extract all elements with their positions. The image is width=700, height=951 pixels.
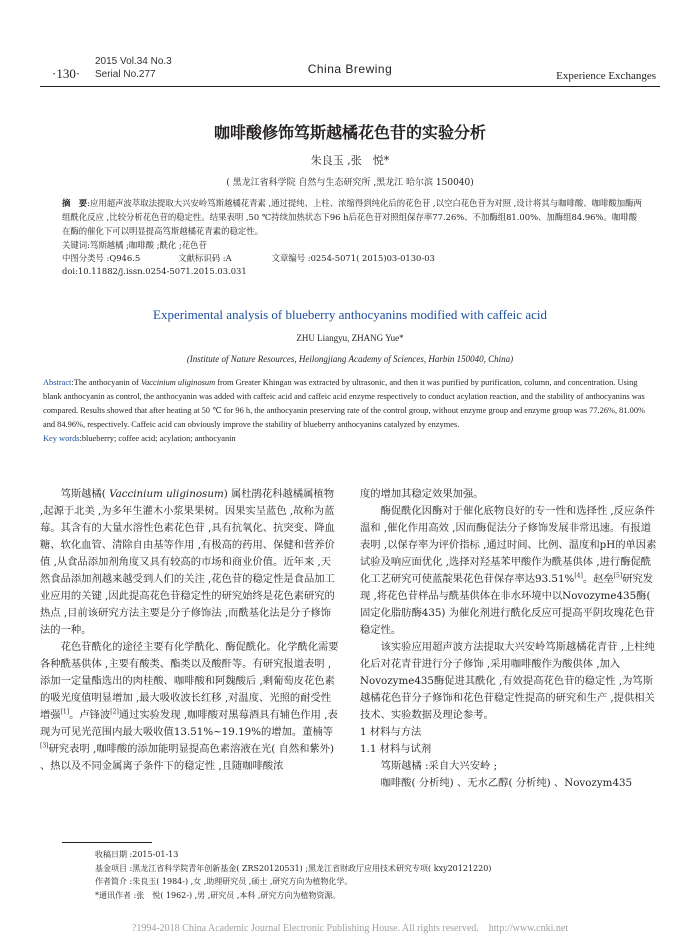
body-text: 花色苷酰化的途径主要有化学酰化、酶促酰化。化学酰化需要各种酰基供体 ,主要有酸类、酯类以及酸酐等。有研究报道表明 ,添加一定量酯选出的肉桂酸、咖啡酸和阿魏酸后 ,剩葡萄皮花色素的吸光度值明显增加 ,最大吸收波长红移 ,对温度、光照的耐受性增强 xyxy=(40,641,339,721)
doi: doi:10.11882/j.issn.0254-5071.2015.03.031 xyxy=(62,266,247,276)
abstract-en xyxy=(43,376,658,446)
body-text: 研究发现 ,将花色苷样品与酰基供体在非水环境中以Novozyme435酶( 固定化脂肪酶435) 为催化剂进行酰化反应可提高平阴玫瑰花色苷稳定性。 xyxy=(360,573,655,636)
paper-title-en: Experimental analysis of blueberry anthocyanins modified with caffeic acid xyxy=(153,307,547,322)
footnotes xyxy=(95,848,655,902)
body-paragraph xyxy=(40,639,340,775)
body-text: 研究表明 ,咖啡酸的添加能明显提高色素溶液在光( 自然和紫外) 、热以及不同金属离子条件下的稳定性 ,且随咖啡酸浓 xyxy=(40,743,335,772)
affiliation-cn: ( 黑龙江省科学院 自然与生态研究所 ,黑龙江 哈尔滨 150040) xyxy=(226,178,474,188)
keywords-cn-text: :笃斯越橘 ;咖啡酸 ;酰化 ;花色苷 xyxy=(87,240,207,250)
affiliation-en: (Institute of Nature Resources, Heilongjiang Academy of Sciences, Harbin 150040, China) xyxy=(186,354,514,364)
body-right-column xyxy=(360,486,660,792)
citation-ref: [1] xyxy=(60,708,70,716)
page-number: ·130· xyxy=(52,66,81,81)
keywords-en-text: :blueberry; coffee acid; acylation; anthocyanin xyxy=(79,434,236,443)
body-text: 酶促酰化因酶对于催化底物良好的专一性和选择性 ,反应条件温和 ,催化作用高效 ,因而酶促法分子修饰发展非常迅速。有报道表明 ,以保存率为评价指标 ,通过时间、比例、温度和pH的单因素试验及响应面优化 ,选择对羟基苯甲酸作为酰基供体 ,进行酶促酰化工艺研究可使蓝靛果花色苷保存率达93.51% xyxy=(360,505,657,585)
abstract-en-text-2: from Greater Khingan was extracted by ultrasonic, and then it was purified by purification, column, and concentration. Using blank anthocyanin as control, the anthocyanin was added with caffeic acid and caffeic acid enzyme respectively to conduct acylation reaction, and the stability of anthocyanins was compared. Results showed that after heating at 50 ℃ for 96 h, the anthocyanin preserving rate of the control group, without enzyme group and enzyme group was 77.26%, 81.00% and 84.96%, respectively. Caffeic acid can obviously improve the stability of blueberry anthocyanins catalyzed by enzymes. xyxy=(43,378,646,429)
abstract-en-species: Vaccinium uliginosum xyxy=(140,378,216,387)
section-heading: 1 材料与方法 xyxy=(360,726,422,738)
corresponding-author: *通讯作者 :张 悦( 1962-) ,男 ,研究员 ,本科 ,研究方向为植物资源。 xyxy=(95,890,341,900)
subsection-heading: 1.1 材料与试剂 xyxy=(360,743,432,755)
abstract-cn-text: :应用超声波萃取法提取大兴安岭笃斯越橘花青素 ,通过提纯、上柱、浓缩得到纯化后的花色苷 ,以空白花色苷为对照 ,设计将其与咖啡酸、咖啡酸加酶两组酰化反应 ,比较分析花色苷的稳定性。结果表明 ,50 ℃持续加热状态下96 h后花色苷对照组保存率77.26%、不加酶组81.00%、加酶组84.96%。咖啡酸在酶的催化下可以明显提高笃斯越橘花青素的稳定性。 xyxy=(62,198,642,236)
authors-cn: 朱良玉 ,张 悦* xyxy=(310,154,390,167)
body-paragraph xyxy=(360,503,660,639)
header-rule xyxy=(40,86,660,87)
abstract-cn xyxy=(62,196,642,278)
abstract-en-body xyxy=(43,376,658,432)
citation-ref: [5] xyxy=(613,572,623,580)
material-item: 笃斯越橘 :采自大兴安岭 ; xyxy=(380,760,498,772)
serial-text: Serial No.277 xyxy=(95,69,156,80)
citation-ref: [4] xyxy=(574,572,583,580)
copyright-footer: ?1994-2018 China Academic Journal Electronic Publishing House. All rights reserved. http://www.cnki.net xyxy=(131,923,569,934)
article-number: 文章编号 :0254-5071( 2015)03-0130-03 xyxy=(271,253,435,263)
clc-number: 中图分类号 :Q946.5 xyxy=(62,253,141,263)
column-name: Experience Exchanges xyxy=(556,70,656,82)
fund-info: 基金项目 :黑龙江省科学院青年创新基金( ZRS20120531) ;黑龙江省财政厅应用技术研究专项( kxy20121220) xyxy=(95,863,492,873)
keywords-en-label: Key words xyxy=(43,434,80,443)
paper-title-cn: 咖啡酸修饰笃斯越橘花色苷的实验分析 xyxy=(213,123,486,142)
document-code: 文献标识码 :A xyxy=(178,253,232,263)
body-text: 。赵垒 xyxy=(582,573,614,585)
species-name: Vaccinium uliginosum xyxy=(109,488,224,500)
footnote-rule xyxy=(62,842,152,843)
citation-ref: [2] xyxy=(110,708,119,716)
abstract-en-text-1: :The anthocyanin of xyxy=(71,378,141,387)
body-text: 通过实验发现 ,咖啡酸对黑莓酒具有辅色作用 ,表现为可见光范围内最大吸收值13.51%~19.19%的增加。董楠等 xyxy=(40,709,338,738)
body-text: ) 属杜鹃花科越橘属植物 ,起源于北美 ,为多年生灌木小浆果果树。因果实呈蓝色 ,故称为蓝莓。其含有的大量水溶性色素花色苷 ,具有抗氧化、抗突变、降血糖、软化血管、清除自由基等作用 ,有极高的药用、保健和营养价值 ,从食品添加剂角度又具有较高的市场和商业价值。近年来 ,天然食品添加剂越来越受到人们的关注 ,花色苷的稳定性是食品加工业应用的关键 ,因此提高花色苷稳定性的研究始终是花色素研究的热点 ,目前该研究方法主要是分子修饰法 ,而酰基化法是分子修饰法的一种。 xyxy=(40,488,335,636)
body-paragraph xyxy=(40,486,340,639)
authors-en: ZHU Liangyu, ZHANG Yue* xyxy=(296,333,404,343)
classification-row xyxy=(62,252,642,265)
body-left-column xyxy=(40,486,340,775)
body-paragraph: 度的增加其稳定效果加强。 xyxy=(360,488,484,500)
author-bio: 作者简介 :朱良玉( 1984-) ,女 ,助理研究员 ,硕士 ,研究方向为植物化学。 xyxy=(95,877,353,886)
material-item: 咖啡酸( 分析纯) 、无水乙醇( 分析纯) 、Novozym435 xyxy=(380,777,633,789)
abstract-en-label: Abstract xyxy=(43,378,72,387)
body-text: 。卢锋波 xyxy=(69,709,111,721)
keywords-cn-label: 关键词 xyxy=(62,240,88,250)
keywords-cn xyxy=(62,238,642,252)
keywords-en xyxy=(43,432,658,446)
abstract-cn-body xyxy=(62,196,642,238)
journal-name: China Brewing xyxy=(307,62,393,76)
received-date: 收稿日期 :2015-01-13 xyxy=(95,850,179,859)
body-paragraph: 该实验应用超声波方法提取大兴安岭笃斯越橘花青苷 ,上柱纯化后对花青苷进行分子修饰 ,采用咖啡酸作为酸供体 ,加入Novozyme435酶促进其酰化 ,有效提高花色苷的稳定性 ,为笃斯越橘花色苷分子修饰和花色苷稳定性提高的研究和生产 ,提供相关技术、实验数据及理论参考。 xyxy=(360,641,655,721)
abstract-cn-label: 摘 要 xyxy=(62,198,88,208)
citation-ref: [3] xyxy=(40,742,49,750)
body-text: 笃斯越橘( xyxy=(60,488,110,500)
volume-text: 2015 Vol.34 No.3 xyxy=(95,56,172,67)
